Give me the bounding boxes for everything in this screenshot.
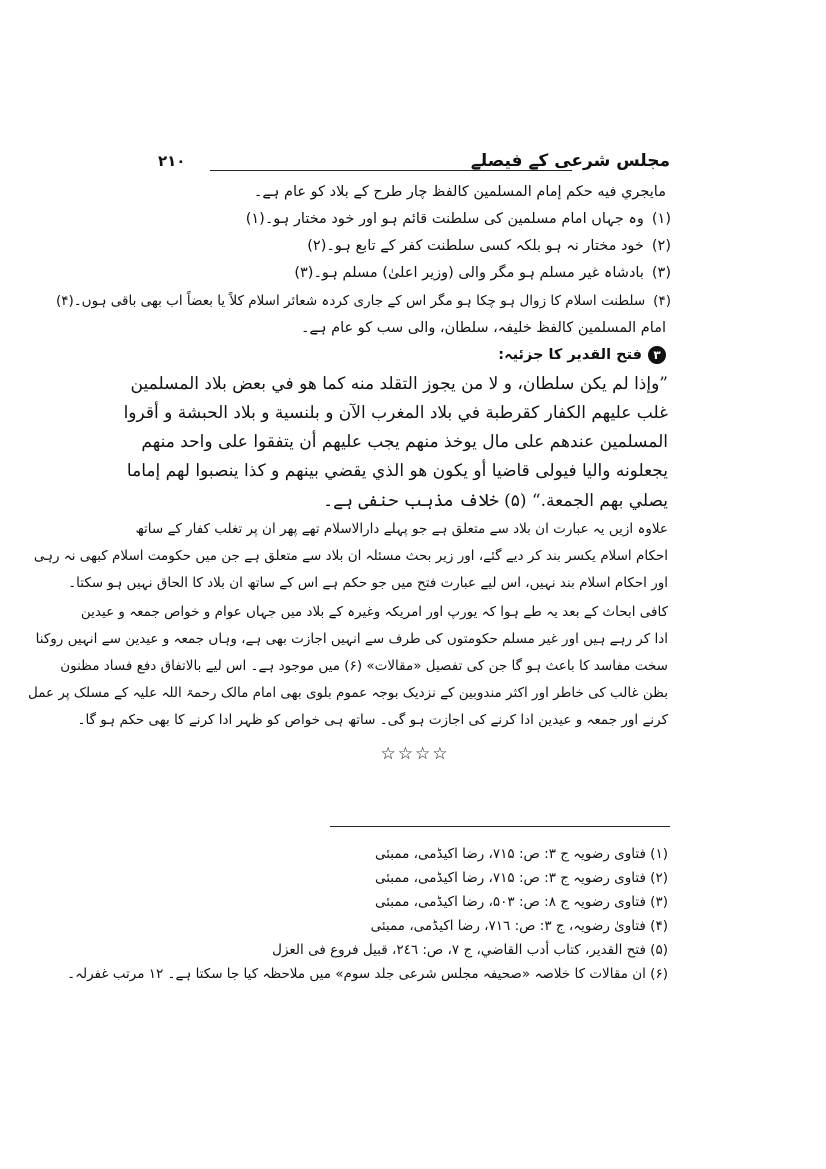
footnote: (۶) ان مقالات کا خلاصہ «صحیفہ مجلس شرعی جلد سوم» میں ملاحظہ کیا جا سکتا ہے۔ ۱۲ مرتب غفرلہ۔ xyxy=(67,966,668,982)
list-item xyxy=(166,211,671,227)
paragraph-line: سخت مفاسد کا باعث ہو گا جن کی تفصیل «مقالات» (۶) میں موجود ہے۔ اس لیے بالاتفاق دفع فساد مظنون xyxy=(60,658,668,674)
list-item-text: خود مختار نہ ہو بلکہ کسی سلطنت کفر کے تابع ہو۔(۲) xyxy=(307,238,644,254)
section-title: فتح القدیر کا جزئیہ: xyxy=(498,347,642,363)
section-heading xyxy=(166,346,666,364)
paragraph-line: بظن غالب کی خاطر اور اکثر مندوبین کے نزدیک بوجہ عموم بلوی بھی امام مالک رحمۃ اللہ علیہ کے مسلک پر عمل xyxy=(28,685,668,701)
list-item-number: (۱) xyxy=(651,211,671,227)
intro-line: مایجري فيه حکم إمام المسلمين كالفظ چار طرح کے بلاد کو عام ہے۔ xyxy=(253,184,666,200)
section-marker: ۳ xyxy=(648,346,666,364)
list-item xyxy=(166,238,671,254)
paragraph-line: ادا کر رہے ہیں اور غیر مسلم حکومتوں کی طرف سے انہیں اجازت بھی ہے، وہاں جمعہ و عیدین سے انہیں روکنا xyxy=(35,631,668,647)
list-item-text: بادشاہ غیر مسلم ہو مگر والی (وزیر اعلیٰ) مسلم ہو۔(۳) xyxy=(294,265,644,281)
list-item-text: وہ جہاں امام مسلمین کی سلطنت قائم ہو اور خود مختار ہو۔(۱) xyxy=(245,211,644,227)
arabic-quote-line: يصلي بهم الجمعة.“ (۵) خلاف مذہب حنفی ہے۔ xyxy=(323,491,668,511)
arabic-quote-line: ”وإذا لم يكن سلطان، و لا من يجوز التقلد منه كما هو في بعض بلاد المسلمين xyxy=(130,374,668,394)
list-item-text: سلطنت اسلام کا زوال ہو چکا ہو مگر اس کے جاری کردہ شعائر اسلام کلاً یا بعضاً اب بھی باقی ہوں۔(۴) xyxy=(55,293,646,309)
footnote: (۳) فتاوی رضویہ ج ۸: ص: ۵۰۳، رضا اکیڈمی، ممبئی xyxy=(374,894,668,910)
footnote-rule xyxy=(330,826,670,827)
paragraph-line: کافی ابحاث کے بعد یہ طے ہوا کہ یورپ اور امریکہ وغیرہ کے بلاد میں جہاں عوام و خواص جمعہ و عیدین xyxy=(80,604,668,620)
paragraph-line: احکام اسلام یکسر بند کر دیے گئے، اور زیر بحث مسئلہ ان بلاد سے متعلق ہے جن میں حکومت اسلام کبھی نہ رہی xyxy=(33,548,668,564)
stars-divider: ☆☆☆☆ xyxy=(380,744,450,764)
summary-line: امام المسلمین کالفظ خلیفہ، سلطان، والی سب کو عام ہے۔ xyxy=(301,320,666,336)
arabic-quote-line: يجعلونه واليا فيولى قاضيا أو يكون هو الذي يقضي بينهم و كذا ينصبوا لهم إماما xyxy=(126,461,668,481)
list-item xyxy=(166,265,671,281)
header-title: مجلس شرعی کے فیصلے xyxy=(470,151,670,171)
footnote: (۵) فتح القدير، كتاب أدب القاضي، ج ۷، ص: ۲٤٦، قبیل فروع فی العزل xyxy=(272,942,668,958)
page-number: ۲۱۰ xyxy=(158,152,186,170)
paragraph-line: کرنے اور جمعہ و عیدین ادا کرنے کی اجازت ہو گی۔ ساتھ ہی خواص کو ظہر ادا کرنے کا بھی حکم ہو گا۔ xyxy=(77,712,668,728)
header-rule xyxy=(210,170,572,171)
footnote: (۲) فتاوی رضویہ ج ۳: ص: ۷۱۵، رضا اکیڈمی، ممبئی xyxy=(374,870,668,886)
paragraph-line: اور احکام اسلام بند نہیں، اس لیے عبارت فتح میں جو حکم ہے اس کے ساتھ ان بلاد کا الحاق نہیں ہو سکتا۔ xyxy=(68,575,668,591)
list-item-number: (۳) xyxy=(651,265,671,281)
arabic-quote-line: المسلمين عندهم على مال يوخذ منهم يجب عليهم أن يتفقوا على واحد منهم xyxy=(141,432,668,452)
running-header xyxy=(158,150,670,178)
footnote: (۱) فتاوی رضویہ ج ۳: ص: ۷۱۵، رضا اکیڈمی، ممبئی xyxy=(374,846,668,862)
arabic-quote-line: غلب عليهم الكفار كقرطبة في بلاد المغرب الآن و بلنسية و بلاد الحبشة و أقروا xyxy=(123,403,668,423)
footnote: (۴) فتاویٰ رضویہ، ج ۳: ص: ۷۱٦، رضا اکیڈمی، ممبئی xyxy=(370,918,668,934)
paragraph-line: علاوہ ازیں یہ عبارت ان بلاد سے متعلق ہے جو پہلے دارالاسلام تھے پھر ان پر تغلب کفار کے ساتھ xyxy=(135,521,668,537)
list-item xyxy=(55,293,671,309)
list-item-number: (۲) xyxy=(651,238,671,254)
list-item-number: (۴) xyxy=(653,293,671,309)
